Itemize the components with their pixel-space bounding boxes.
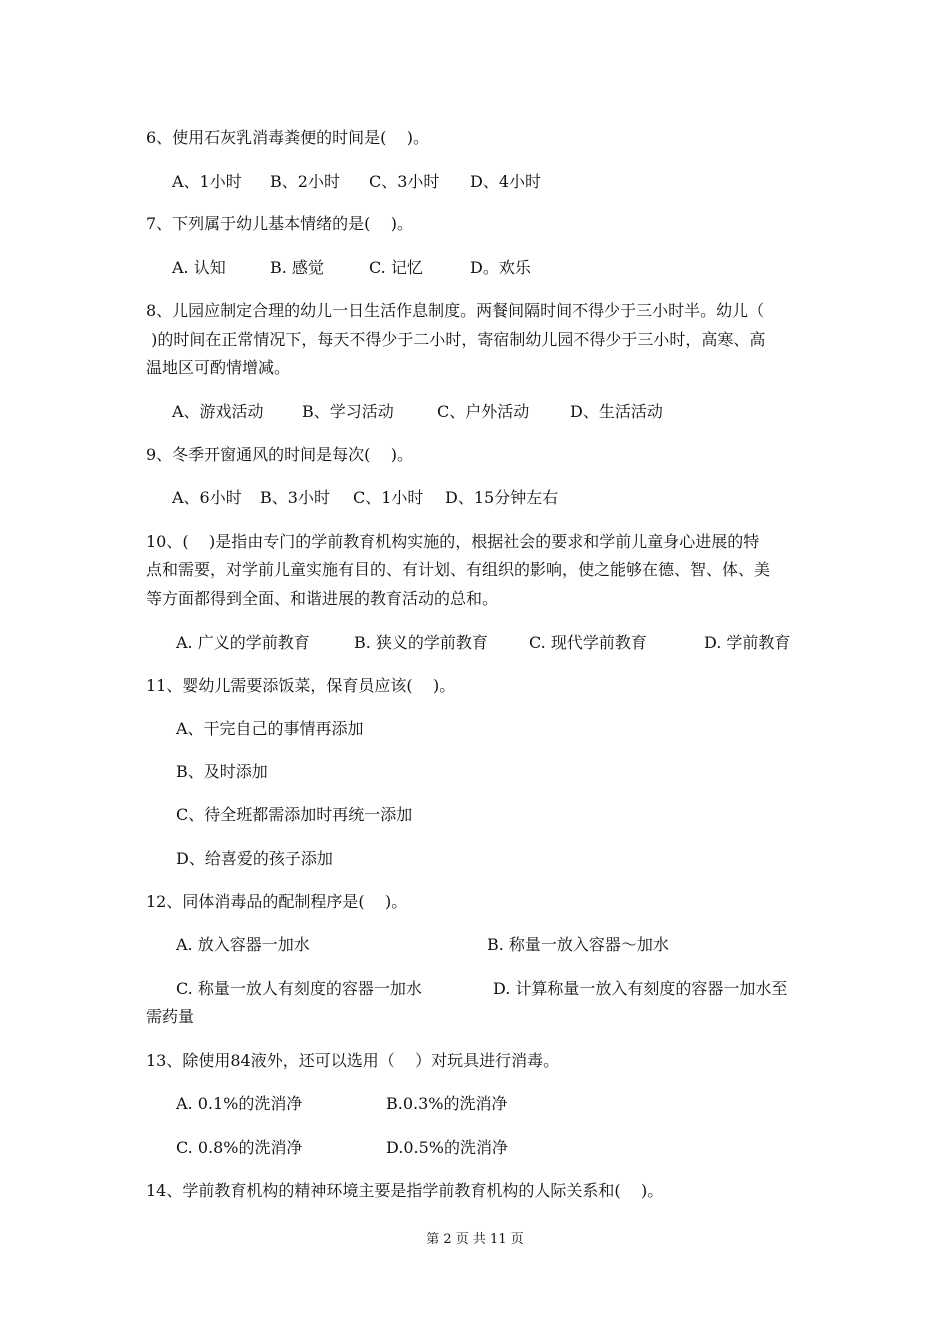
question-11-option-b: B、及时添加: [176, 762, 268, 781]
question-13-option-c: C. 0.8%的洗消净: [176, 1138, 303, 1157]
question-8-stem-line-3: 温地区可酌情增减。: [146, 358, 291, 377]
question-13-stem: 13、除使用84液外，还可以选用（ ）对玩具进行消毒。: [146, 1051, 560, 1070]
question-6-option-b: B、2小时: [270, 172, 340, 191]
question-8-stem-line-2: )的时间在正常情况下，每天不得少于二小时，寄宿制幼儿园不得少于三小时，高寒、高: [146, 330, 766, 349]
question-13-option-b: B.0.3%的洗消净: [386, 1094, 508, 1113]
question-8-option-c: C、户外活动: [437, 402, 530, 421]
question-12-option-d: D. 计算称量一放入有刻度的容器一加水至: [493, 979, 788, 998]
question-10-option-d: D. 学前教育: [704, 633, 791, 652]
question-14-stem: 14、学前教育机构的精神环境主要是指学前教育机构的人际关系和( )。: [146, 1181, 664, 1200]
question-6-option-d: D、4小时: [470, 172, 542, 191]
page-number-footer: 第 2 页 共 11 页: [426, 1232, 524, 1247]
question-11-option-a: A、干完自己的事情再添加: [176, 719, 364, 738]
question-9-option-b: B、3小时: [260, 488, 330, 507]
question-11-option-c: C、待全班都需添加时再统一添加: [176, 805, 413, 824]
question-9-option-d: D、15分钟左右: [445, 488, 559, 507]
question-10-stem-line-1: 10、( )是指由专门的学前教育机构实施的，根据社会的要求和学前儿童身心进展的特: [146, 532, 760, 551]
question-13-option-a: A. 0.1%的洗消净: [176, 1094, 303, 1113]
question-11-stem: 11、婴幼儿需要添饭菜，保育员应该( )。: [146, 676, 456, 695]
question-9-stem: 9、冬季开窗通风的时间是每次( )。: [146, 445, 414, 464]
question-11-option-d: D、给喜爱的孩子添加: [176, 849, 333, 868]
question-10-option-b: B. 狭义的学前教育: [354, 633, 488, 652]
question-7-option-b: B. 感觉: [270, 258, 324, 277]
question-9-option-c: C、1小时: [353, 488, 424, 507]
question-8-option-a: A、游戏活动: [172, 402, 264, 421]
question-6-option-c: C、3小时: [369, 172, 440, 191]
question-10-option-c: C. 现代学前教育: [529, 633, 647, 652]
question-12-option-c: C. 称量一放人有刻度的容器一加水: [176, 979, 422, 998]
question-8-option-b: B、学习活动: [302, 402, 394, 421]
question-8-option-d: D、生活活动: [570, 402, 663, 421]
question-12-stem: 12、同体消毒品的配制程序是( )。: [146, 892, 408, 911]
question-10-stem-line-3: 等方面都得到全面、和谐进展的教育活动的总和。: [146, 589, 499, 608]
question-12-option-b: B. 称量一放入容器～加水: [487, 935, 669, 954]
question-7-option-c: C. 记忆: [369, 258, 423, 277]
question-13-option-d: D.0.5%的洗消净: [386, 1138, 508, 1157]
question-12-option-a: A. 放入容器一加水: [176, 935, 310, 954]
question-10-stem-line-2: 点和需要，对学前儿童实施有目的、有计划、有组织的影响，使之能够在德、智、体、美: [146, 560, 771, 579]
question-9-option-a: A、6小时: [172, 488, 242, 507]
question-6-stem: 6、使用石灰乳消毒粪便的时间是( )。: [146, 128, 430, 147]
question-7-option-d: D。欢乐: [470, 258, 531, 277]
question-6-option-a: A、1小时: [172, 172, 242, 191]
question-12-option-d-continuation: 需药量: [146, 1007, 195, 1026]
question-7-option-a: A. 认知: [172, 258, 226, 277]
question-10-option-a: A. 广义的学前教育: [176, 633, 310, 652]
question-8-stem-line-1: 8、儿园应制定合理的幼儿一日生活作息制度。两餐间隔时间不得少于三小时半。幼儿（: [146, 301, 765, 320]
question-7-stem: 7、下列属于幼儿基本情绪的是( )。: [146, 214, 414, 233]
